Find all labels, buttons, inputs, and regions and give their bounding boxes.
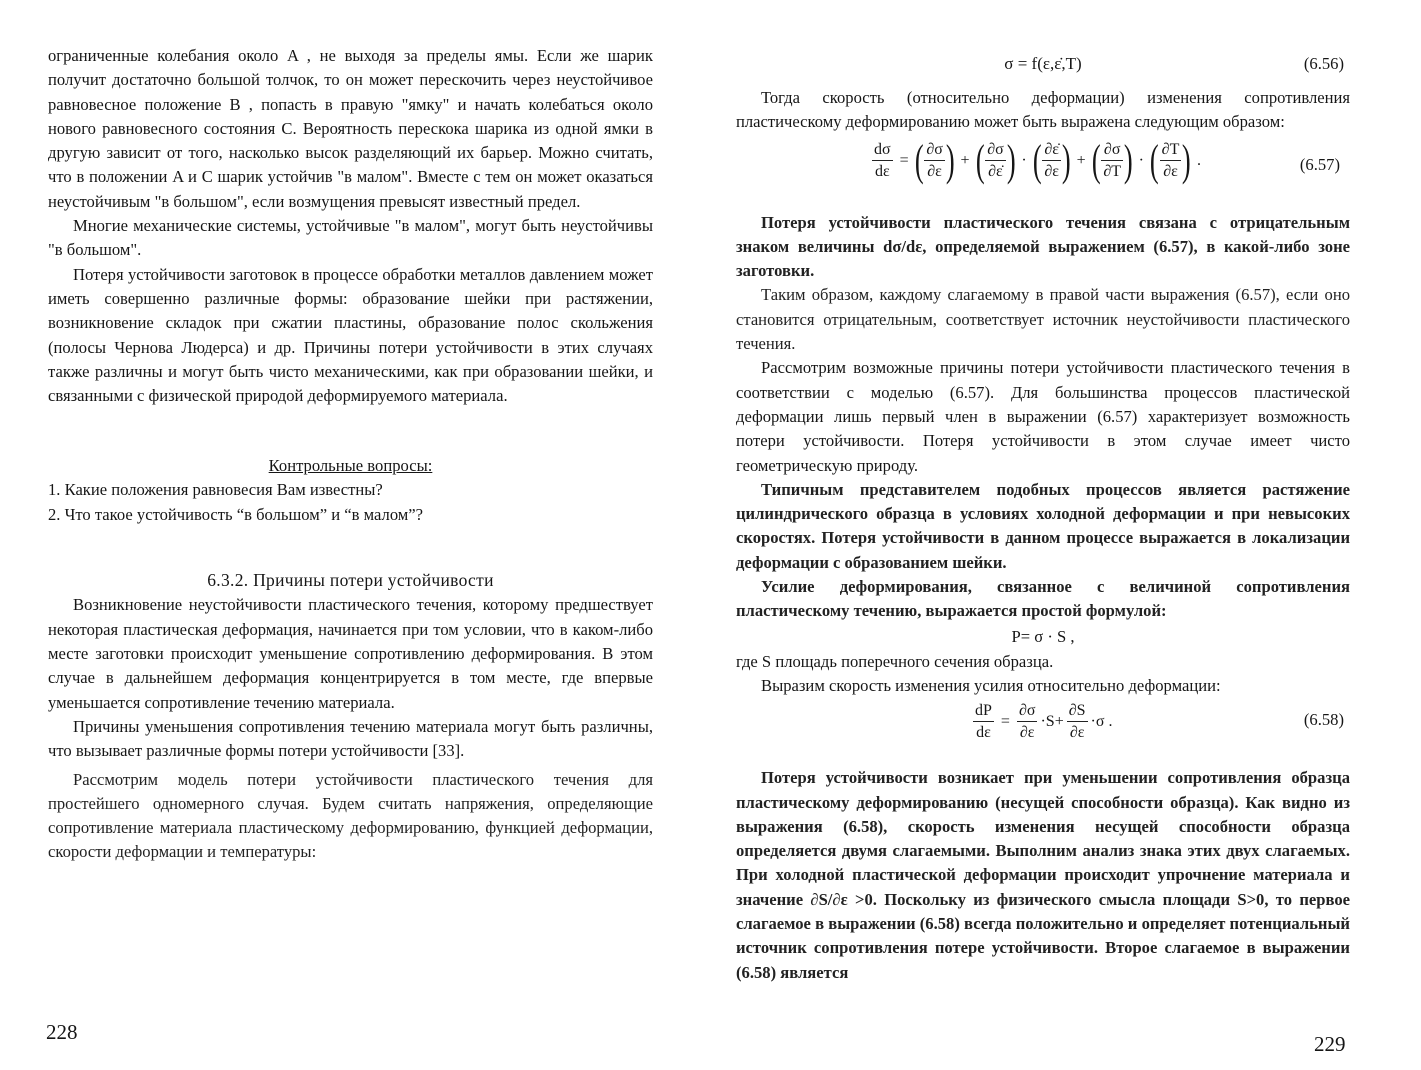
- eq658-lhs: $\frac{dP}{d\varepsilon}$: [975, 702, 992, 742]
- right-page: [710, 0, 1421, 1070]
- paragraph-bottom-3: Рассмотрим модель потери устойчивости пластического течения для простейшего одномерного случая. Будем считать напряжения, определяющие сопротивление материала пластическому деформированию, функцией деформации, скорости деформации и температуры:: [48, 769, 653, 862]
- question-1: 1. Какие положения равновесия Вам известны?: [48, 480, 383, 500]
- eq657-term2b: $\frac{\partial\varepsiloṅ}{\partial\varepsilon}$: [1044, 141, 1059, 181]
- paragraph-mid-2: Таким образом, каждому слагаемому в правой части выражения (6.57), если оно становится отрицательным, соответствует источник неустойчивости пластического течения.: [736, 285, 1350, 354]
- page-number-right: 229: [1314, 1032, 1346, 1056]
- eq657-term1: $\frac{\partial\sigma}{\partial\varepsilon}$: [926, 141, 943, 181]
- page-number-left: 228: [46, 1020, 78, 1044]
- left-page: [0, 0, 700, 1070]
- eq657-term2a: $\frac{\partial\sigma}{\partial\varepsiloṅ}$: [987, 141, 1004, 181]
- eq658-mult-a: ·S+: [1040, 712, 1064, 730]
- paragraph-mid-4: Типичным представителем подобных процессов является растяжение цилиндрического образца в условиях холодной деформации и при невысоких скоростях. Потеря устойчивости в данном процессе выражается в локализации деформации с образованием шейки.: [736, 479, 1350, 572]
- eq657-lhs: $\frac{d\sigma}{d\varepsilon}$: [874, 141, 891, 181]
- paragraph-last: Потеря устойчивости возникает при уменьшении сопротивления образца пластическому деформированию (несущей способности образца). Как видно из выражения (6.58), скорость изменения несущей способности образца определяется двумя слагаемыми. Выполним анализ знака этих двух слагаемых. При холодной пластической деформации происходит упрочнение материала и значение ∂S/∂ε >0. Поскольку из физического смысла площади S>0, то первое слагаемое в выражении (6.58) всегда положительно и определяет потенциальный источник сопротивления потере устойчивости. Второе слагаемое в выражении (6.58) является: [736, 768, 1350, 982]
- formula-force: P= σ · S ,: [1011, 626, 1075, 646]
- paragraph-top-3: Потеря устойчивости заготовок в процессе обработки металлов давлением может иметь совершенно различные формы: образование шейки при растяжении, возникновение складок при сжатии пластины, образование полос скольжения (полосы Чернова Людерса) и др. Причины потери устойчивости в этих случаях также различны и могут быть чисто механическими, как при образовании шейки, и связанными с физической природой деформируемого материала.: [48, 264, 653, 406]
- eq658-term-a: $\frac{\partial\sigma}{\partial\varepsilon}$: [1018, 702, 1036, 742]
- eq657-term3b: $\frac{\partial T}{\partial\varepsilon}$: [1161, 141, 1180, 181]
- paragraph-then: Тогда скорость (относительно деформации) изменения сопротивления пластическому деформированию может быть выражена следующим образом:: [736, 88, 1350, 132]
- eq658-term-b: $\frac{\partial S}{\partial\varepsilon}$: [1068, 702, 1086, 742]
- equation-6-57: $\frac{d\sigma}{d\varepsilon}$ = ( $\frac{\partial\sigma}{\partial\varepsilon}$ ) + ( $\frac{\partial\sigma}{\partial\varepsiloṅ}$ ) · ( $\frac{\partial\varepsiloṅ}{\partial\varepsilon}$ ) + ( $\frac{\partial\sigma}{\partial T}$ ) · ( $\frac{\partial T}{\partial\varepsilon}$ ) . (6.57): [874, 135, 1340, 185]
- paragraph-top-2: Многие механические системы, устойчивые "в малом", могут быть неустойчивы "в большом".: [48, 216, 653, 260]
- equation-6-56-number: (6.56): [1303, 54, 1344, 73]
- paragraph-where-s: где S площадь поперечного сечения образца.: [736, 651, 1054, 671]
- equation-6-57-number: (6.57): [1299, 154, 1340, 174]
- equation-6-58-number: (6.58): [1303, 710, 1344, 730]
- paragraph-rate: Выразим скорость изменения усилия относительно деформации:: [761, 675, 1221, 695]
- right-column: [736, 54, 1350, 985]
- paragraph-bottom-2: Причины уменьшения сопротивления течению материала могут быть различны, что вызывает различные формы потери устойчивости [33].: [48, 716, 653, 761]
- paragraph-mid-5: Усилие деформирования, связанное с величиной сопротивления пластическому течению, выражается простой формулой:: [736, 577, 1350, 621]
- paragraph-mid-1: Потеря устойчивости пластического течения связана с отрицательным знаком величины dσ/dε, определяемой выражением (6.57), в какой-либо зоне заготовки.: [736, 212, 1350, 281]
- eq658-mult-b: ·σ .: [1090, 712, 1113, 730]
- equation-6-56-formula: σ = f(ε,ε̇,T): [1004, 54, 1082, 73]
- question-2: 2. Что такое устойчивость “в большом” и “в малом”?: [48, 504, 424, 524]
- paragraph-top-1: ограниченные колебания около A , не выходя за пределы ямы. Если же шарик получит достаточно большой толчок, то он может перескочить через неустойчивое равновесное положение B , попасть в правую "ямку" и начать колебаться около нового равновесного состояния C. Вероятность перескока шарика из одной ямки в другую зависит от того, насколько высок разделяющий их барьер. Можно считать, что в положении A и C шарик устойчив "в малом". Вместе с тем он может оказаться неустойчивым "в большом", если возмущения превысят известный предел.: [48, 46, 653, 211]
- equation-6-56: [736, 54, 1350, 78]
- eq657-term3a: $\frac{\partial\sigma}{\partial T}$: [1103, 141, 1122, 181]
- left-column: [48, 44, 653, 865]
- section-heading: 6.3.2. Причины потери устойчивости: [207, 570, 494, 591]
- equation-6-58: $\frac{dP}{d\varepsilon}$ = $\frac{\partial\sigma}{\partial\varepsilon}$ ·S+ $\frac{\partial S}{\partial\varepsilon}$ ·σ . (6.58): [975, 702, 1344, 742]
- paragraph-bottom-1: Возникновение неустойчивости пластического течения, которому предшествует некоторая пластическая деформация, начинается при том условии, что в каком-либо месте заготовки происходит уменьшение сопротивлению деформирования. В этом случае в дальнейшем деформация концентрируется в том месте, где впервые уменьшается сопротивление течению материала.: [48, 595, 653, 712]
- questions-title: Контрольные вопросы:: [268, 456, 433, 476]
- paragraph-mid-3: Рассмотрим возможные причины потери устойчивости пластического течения в соответствии с моделью (6.57). Для большинства процессов пластической деформации лишь первый член в выражении (6.57) характеризует возможность потери устойчивости. Потеря устойчивости в этом случае имеет чисто геометрическую природу.: [736, 358, 1350, 475]
